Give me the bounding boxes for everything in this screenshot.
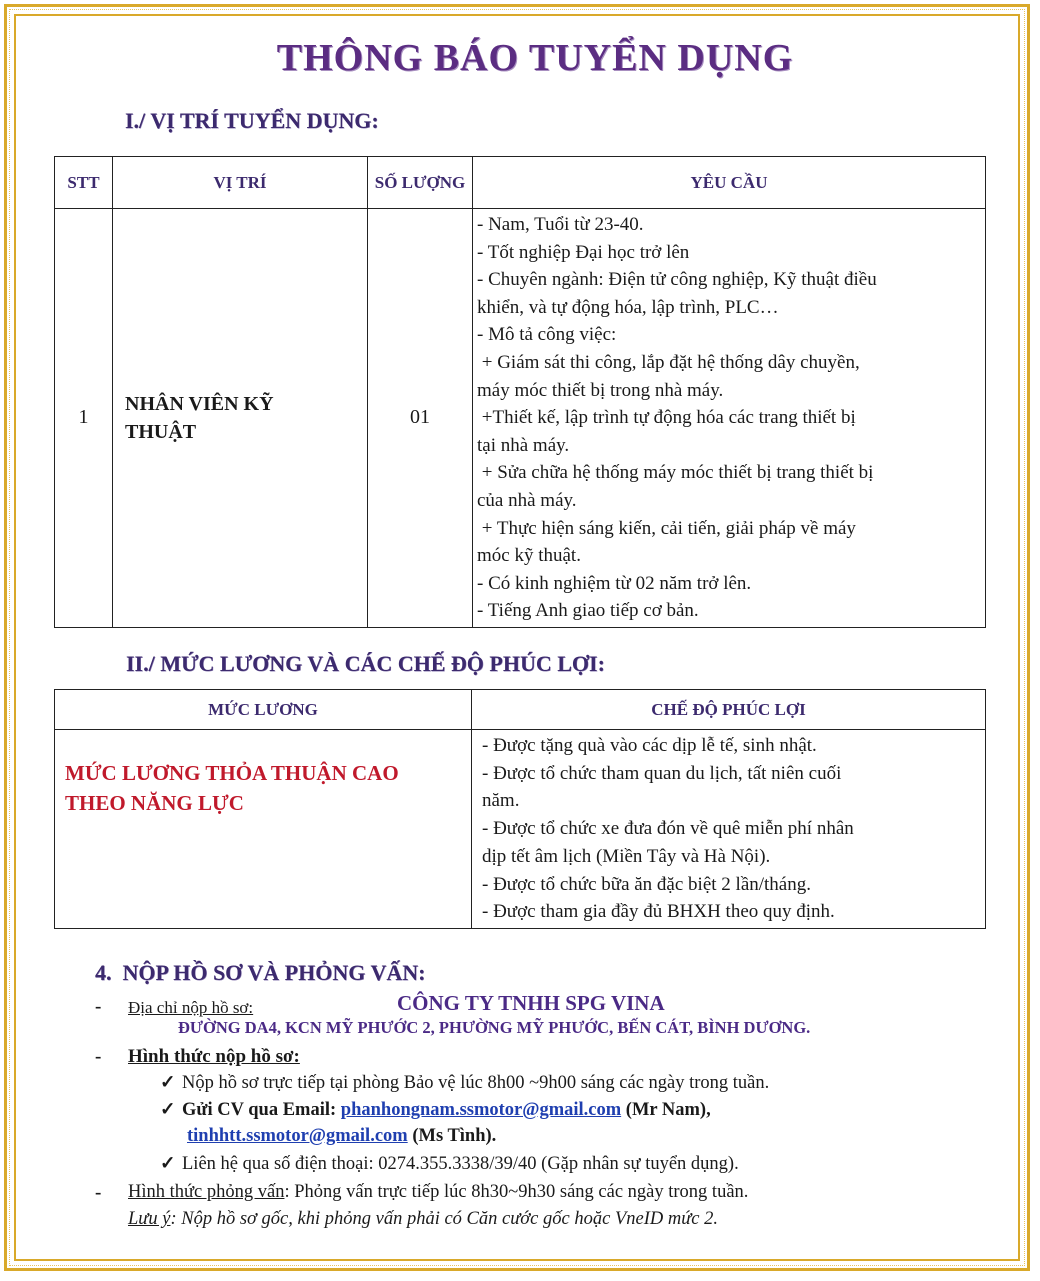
method-label: Hình thức nộp hồ sơ:: [128, 1046, 300, 1067]
benefit-line: - Được tặng quà vào các dịp lễ tế, sinh nhật.: [482, 735, 817, 756]
dash-marker: -: [95, 996, 102, 1017]
requirement-line: - Nam, Tuổi từ 23-40.: [477, 214, 644, 235]
benefit-line: - Được tổ chức xe đưa đón về quê miễn phí nhân: [482, 818, 854, 840]
benefit-line: - Được tổ chức tham quan du lịch, tất niên cuối: [482, 762, 842, 784]
requirement-line: khiển, và tự động hóa, lập trình, PLC…: [477, 296, 779, 318]
salary-table: [54, 689, 986, 929]
method2-line: [160, 1099, 711, 1121]
requirement-line: + Sửa chữa hệ thống máy móc thiết bị trang thiết bị: [477, 462, 874, 484]
page-title: THÔNG BÁO TUYỂN DỤNG: [276, 37, 794, 79]
note-text: : Nộp hồ sơ gốc, khi phỏng vấn phải có Căn cước gốc hoặc VneID mức 2.: [170, 1209, 719, 1229]
dash-marker: -: [95, 1046, 102, 1067]
section1-heading: I./ VỊ TRÍ TUYỂN DỤNG:: [125, 108, 379, 133]
requirement-line: - Tốt nghiệp Đại học trở lên: [477, 241, 690, 263]
requirement-line: +Thiết kế, lập trình tự động hóa các trang thiết bị: [477, 407, 856, 429]
email-link-nam[interactable]: phanhongnam.ssmotor@gmail.com: [340, 1100, 622, 1120]
positions-table: [54, 156, 986, 628]
requirement-line: + Thực hiện sáng kiến, cải tiến, giải pháp về máy: [477, 517, 856, 539]
note-label: Lưu ý: [128, 1209, 171, 1229]
benefits-cell: [472, 730, 986, 929]
table-row: [55, 730, 986, 929]
benefit-line: dịp tết âm lịch (Miền Tây và Hà Nội).: [482, 845, 771, 867]
requirement-line: + Giám sát thi công, lắp đặt hệ thống dây chuyền,: [477, 351, 860, 373]
interview-text: : Phỏng vấn trực tiếp lúc 8h30~9h30 sáng các ngày trong tuần.: [284, 1182, 749, 1202]
row-quantity: 01: [368, 209, 473, 628]
checkmark-icon: ✓: [160, 1073, 176, 1093]
interview-line: [128, 1182, 748, 1203]
header-stt: STT: [55, 157, 113, 209]
note-line: [128, 1209, 718, 1230]
requirement-line: - Chuyên ngành: Điện tử công nghiệp, Kỹ thuật điều: [477, 269, 877, 291]
email1-note: (Mr Nam),: [621, 1100, 711, 1120]
dash-marker: -: [95, 1182, 102, 1203]
checkmark-icon: ✓: [160, 1154, 176, 1174]
section4-heading: 4. NỘP HỒ SƠ VÀ PHỎNG VẤN:: [95, 960, 426, 985]
header-position: VỊ TRÍ: [113, 157, 368, 209]
company-name: CÔNG TY TNHH SPG VINA: [397, 991, 665, 1015]
address-label: Địa chỉ nộp hồ sơ:: [128, 998, 254, 1017]
row-requirements: [473, 209, 986, 628]
benefit-line: - Được tổ chức bữa ăn đặc biệt 2 lần/tháng.: [482, 873, 811, 895]
email2-note: (Ms Tình).: [407, 1126, 497, 1146]
email-link-tinh[interactable]: tinhhtt.ssmotor@gmail.com: [187, 1126, 408, 1146]
requirement-line: - Có kinh nghiệm từ 02 năm trở lên.: [477, 572, 752, 594]
requirement-line: móc kỹ thuật.: [477, 545, 581, 567]
table-row: [55, 209, 986, 628]
header-requirements: YÊU CẦU: [473, 157, 986, 209]
checkmark-icon: ✓: [160, 1100, 176, 1120]
method1-text: Nộp hồ sơ trực tiếp tại phòng Bảo vệ lúc 8h00 ~9h00 sáng các ngày trong tuần.: [182, 1073, 770, 1093]
row-stt: 1: [55, 209, 113, 628]
requirement-line: - Tiếng Anh giao tiếp cơ bản.: [477, 600, 699, 622]
requirement-line: - Mô tả công việc:: [477, 324, 617, 346]
salary-cell: [55, 730, 472, 929]
method2-prefix: Gửi CV qua Email:: [182, 1100, 341, 1120]
requirement-line: của nhà máy.: [477, 489, 577, 511]
header-quantity: SỐ LƯỢNG: [368, 157, 473, 209]
requirement-line: máy móc thiết bị trong nhà máy.: [477, 379, 724, 401]
benefit-line: năm.: [482, 790, 520, 812]
section2-heading: II./ MỨC LƯƠNG VÀ CÁC CHẾ ĐỘ PHÚC LỢI:: [126, 651, 605, 676]
method3-text: Liên hệ qua số điện thoại: 0274.355.3338/39/40 (Gặp nhân sự tuyển dụng).: [182, 1154, 739, 1174]
header-benefits: CHẾ ĐỘ PHÚC LỢI: [472, 690, 986, 730]
salary-text: MỨC LƯƠNG THỎA THUẬN CAO THEO NĂNG LỰC: [65, 761, 399, 815]
row-position: NHÂN VIÊN KỸ THUẬT: [113, 209, 368, 628]
salary-header-row: [55, 690, 986, 730]
method1-line: [160, 1072, 769, 1094]
positions-header-row: [55, 157, 986, 209]
method2-line-cont: [187, 1126, 496, 1147]
benefit-line: - Được tham gia đầy đủ BHXH theo quy định.: [482, 901, 835, 923]
method3-line: [160, 1153, 739, 1175]
interview-label: Hình thức phỏng vấn: [128, 1182, 285, 1202]
company-address: ĐƯỜNG DA4, KCN MỸ PHƯỚC 2, PHƯỜNG MỸ PHƯỚC, BẾN CÁT, BÌNH DƯƠNG.: [178, 1018, 811, 1037]
header-salary: MỨC LƯƠNG: [55, 690, 472, 730]
requirement-line: tại nhà máy.: [477, 434, 570, 456]
